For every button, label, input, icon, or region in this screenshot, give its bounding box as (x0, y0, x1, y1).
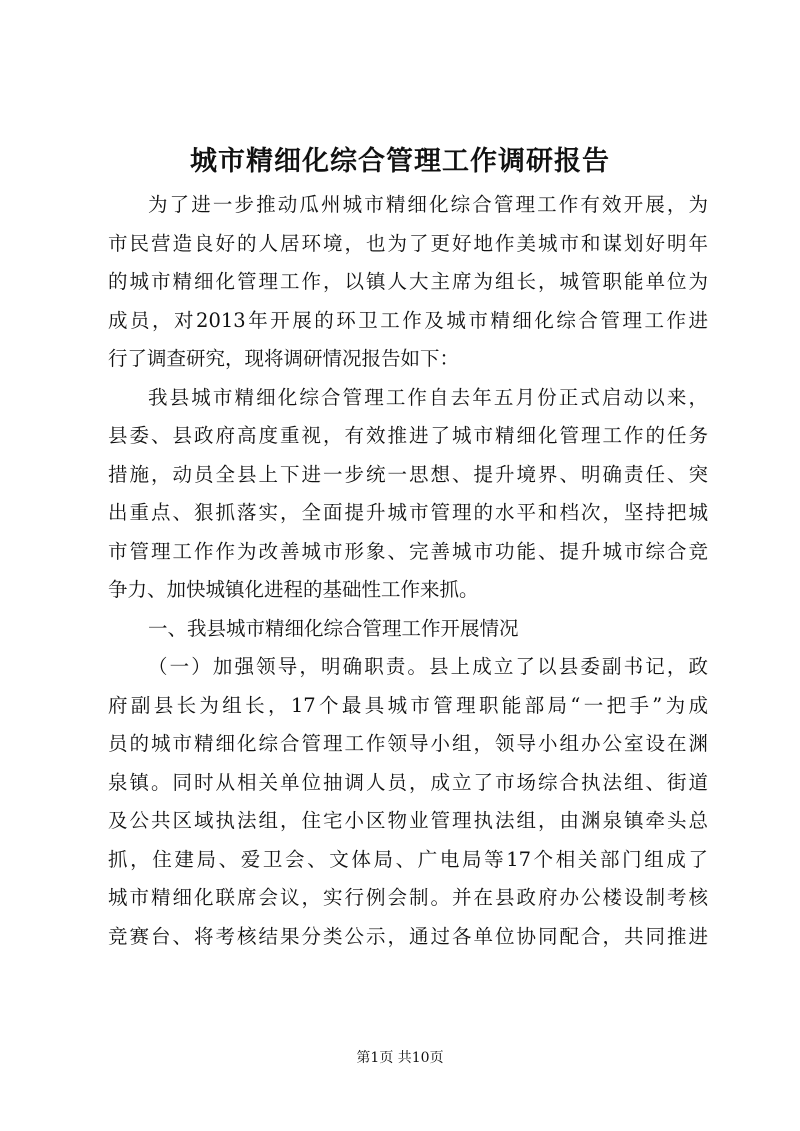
section-heading: 一、我县城市精细化综合管理工作开展情况 (148, 616, 519, 640)
body-line: 出重点、狠抓落实，全面提升城市管理的水平和档次，坚持把城 (108, 501, 708, 524)
document-title: 城市精细化综合管理工作调研报告 (190, 146, 610, 177)
body-line: 抓，住建局、爱卫会、文体局、广电局等17个相关部门组成了 (108, 847, 708, 871)
body-line: 我县城市精细化综合管理工作自去年五月份正式启动以来， (148, 385, 708, 409)
body-line: 府副县长为组长，17个最具城市管理职能部局“一把手”为成 (108, 693, 708, 717)
body-line: 竞赛台、将考核结果分类公示，通过各单位协同配合，共同推进 (108, 924, 708, 948)
body-line: 泉镇。同时从相关单位抽调人员，成立了市场综合执法组、街道 (108, 770, 708, 794)
body-line: 县委、县政府高度重视，有效推进了城市精细化管理工作的任务 (108, 424, 708, 447)
body-line: 为了进一步推动瓜州城市精细化综合管理工作有效开展，为 (148, 193, 708, 216)
document-body (108, 186, 708, 956)
body-line: 市民营造良好的人居环境，也为了更好地作美城市和谋划好明年 (108, 231, 708, 255)
body-line: 措施，动员全县上下进一步统一思想、提升境界、明确责任、突 (108, 462, 708, 486)
body-line: 市管理工作作为改善城市形象、完善城市功能、提升城市综合竞 (108, 539, 708, 563)
body-line: （一）加强领导，明确职责。县上成立了以县委副书记，政 (148, 655, 708, 678)
body-line: 争力、加快城镇化进程的基础性工作来抓。 (108, 578, 479, 601)
body-line: 行了调查研究，现将调研情况报告如下： (108, 347, 460, 370)
body-line: 成员，对2013年开展的环卫工作及城市精细化综合管理工作进 (108, 308, 708, 332)
body-line: 及公共区域执法组，住宅小区物业管理执法组，由渊泉镇牵头总 (108, 809, 708, 832)
body-line: 城市精细化联席会议，实行例会制。并在县政府办公楼设制考核 (108, 886, 708, 909)
page-number-footer: 第1页 共10页 (356, 1050, 444, 1066)
body-line: 的城市精细化管理工作，以镇人大主席为组长，城管职能单位为 (108, 270, 708, 293)
body-line: 员的城市精细化综合管理工作领导小组，领导小组办公室设在渊 (108, 732, 708, 755)
